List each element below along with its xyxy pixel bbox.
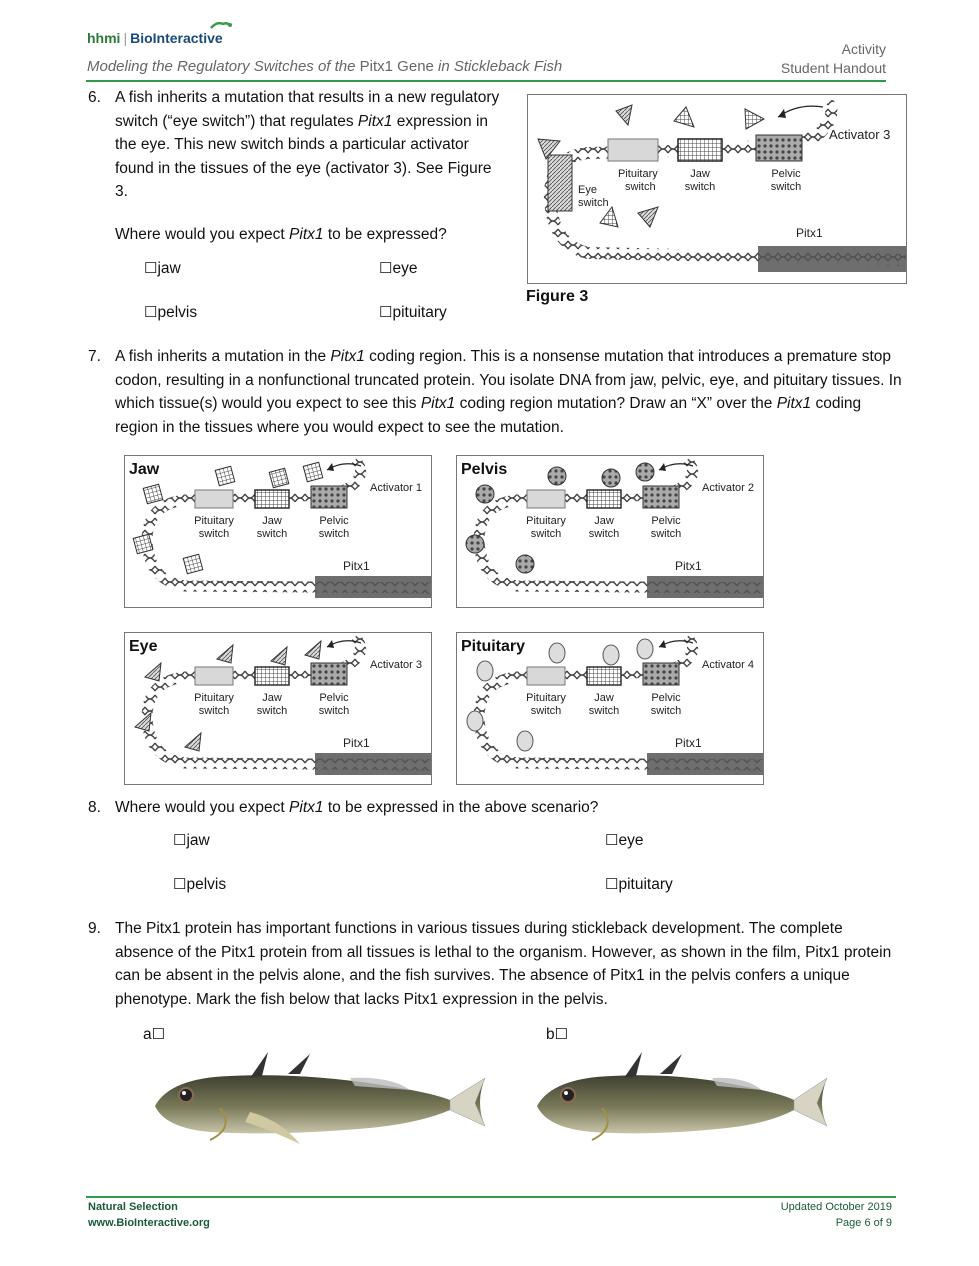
figure-3-activator-label: Activator 3 <box>829 127 891 142</box>
panel-pelvis[interactable] <box>456 455 764 608</box>
panel-jaw-label: Jaw switch <box>588 515 620 540</box>
panel-pituitary-label: Pituitary switch <box>194 692 234 717</box>
q6-option-pelvis[interactable]: ☐pelvis <box>144 304 198 321</box>
q8-option-pituitary[interactable]: ☐pituitary <box>605 876 673 893</box>
handout-label: Activity Student Handout <box>780 41 886 76</box>
q9-option-a[interactable]: a☐ <box>143 1026 166 1043</box>
header-divider <box>86 80 886 82</box>
question-6-text: A fish inherits a mutation that results in a new regulatory switch (“eye switch”) that regulates Pitx1 expression in the eye. This new switch binds a particular activator found in the tissues of the eye (activator 3). See Figure 3. <box>115 89 500 200</box>
figure-3-panel <box>527 94 907 284</box>
panel-pelvic-label: Pelvic switch <box>318 515 350 540</box>
panel-pituitary-label: Pituitary switch <box>194 515 234 540</box>
q6-option-jaw[interactable]: ☐jaw <box>144 260 181 277</box>
panel-title: Pituitary <box>461 638 526 655</box>
panel-pituitary[interactable] <box>456 632 764 785</box>
document-title: Modeling the Regulatory Switches of the Pitx1 Gene in Stickleback Fish <box>87 58 563 75</box>
panel-jaw-label: Jaw switch <box>256 515 288 540</box>
panel-pelvic-label: Pelvic switch <box>650 692 682 717</box>
q8-option-eye[interactable]: ☐eye <box>605 832 644 849</box>
q8-option-jaw[interactable]: ☐jaw <box>173 832 210 849</box>
figure-3-diagram <box>528 95 907 284</box>
panel-activator-label: Activator 2 <box>702 482 754 494</box>
panel-gene-label: Pitx1 <box>343 736 370 750</box>
footer-right: Updated October 2019 Page 6 of 9 <box>780 1201 892 1229</box>
pituitary-switch-label: Pituitary switch <box>618 168 658 193</box>
q6-option-eye[interactable]: ☐eye <box>379 260 418 277</box>
biointeractive-logo: hhmi | BioInteractive <box>87 30 223 46</box>
lizard-logo-icon <box>209 18 233 32</box>
eye-switch-label: Eye switch <box>578 184 609 209</box>
panel-title: Pelvis <box>461 461 508 478</box>
panel-activator-label: Activator 4 <box>702 659 754 671</box>
footer-divider <box>86 1196 896 1198</box>
page-number: Page 6 of 9 <box>835 1217 892 1229</box>
pitx1-gene-label: Pitx1 <box>796 226 823 240</box>
panel-pituitary-label: Pituitary switch <box>526 515 566 540</box>
question-6-number: 6. <box>88 89 101 106</box>
panel-eye[interactable] <box>124 632 432 785</box>
q8-option-pelvis[interactable]: ☐pelvis <box>173 876 227 893</box>
panel-pelvic-label: Pelvic switch <box>318 692 350 717</box>
footer-left: Natural Selection www.BioInteractive.org <box>88 1201 210 1229</box>
q6-option-pituitary[interactable]: ☐pituitary <box>379 304 447 321</box>
question-9-number: 9. <box>88 920 101 937</box>
question-7-text: A fish inherits a mutation in the Pitx1 coding region. This is a nonsense mutation that introduces a premature stop codon, resulting in a nonfunctional truncated protein. You isolate DNA from jaw, pelvic, eye, and pituitary tissues. In which tissue(s) would you expect to see this Pitx1 coding region mutation? Draw an “X” over the Pitx1 coding region in the tissues where you would expect to see the mutation. <box>115 348 902 436</box>
fish-a-image <box>150 1048 490 1148</box>
jaw-switch-label: Jaw switch <box>684 168 716 193</box>
question-9-text: The Pitx1 protein has important functions in various tissues during stickleback development. The complete absence of the Pitx1 protein from all tissues is lethal to the organism. However, as shown in the film, Pitx1 protein can be absent in the pelvis alone, and the fish survives. The absence of Pitx1 in the pelvis confers a unique phenotype. Mark the fish below that lacks Pitx1 expression in the pelvis. <box>115 920 892 1008</box>
panel-jaw-label: Jaw switch <box>588 692 620 717</box>
question-6-prompt: Where would you expect Pitx1 to be expressed? <box>115 226 447 243</box>
panel-jaw-label: Jaw switch <box>256 692 288 717</box>
panel-gene-label: Pitx1 <box>343 559 370 573</box>
panel-title: Eye <box>129 638 158 655</box>
figure-3-caption: Figure 3 <box>526 288 589 305</box>
question-7-number: 7. <box>88 348 101 365</box>
q9-option-b[interactable]: b☐ <box>546 1026 569 1043</box>
question-8-number: 8. <box>88 799 101 816</box>
panel-pituitary-label: Pituitary switch <box>526 692 566 717</box>
panel-jaw[interactable] <box>124 455 432 608</box>
panel-title: Jaw <box>129 461 160 478</box>
question-8-text: Where would you expect Pitx1 to be expressed in the above scenario? <box>115 799 599 816</box>
panel-activator-label: Activator 1 <box>370 482 422 494</box>
panel-activator-label: Activator 3 <box>370 659 422 671</box>
panel-pelvic-label: Pelvic switch <box>650 515 682 540</box>
panel-gene-label: Pitx1 <box>675 559 702 573</box>
panel-gene-label: Pitx1 <box>675 736 702 750</box>
pelvic-switch-label: Pelvic switch <box>770 168 802 193</box>
fish-b-image <box>532 1048 832 1148</box>
